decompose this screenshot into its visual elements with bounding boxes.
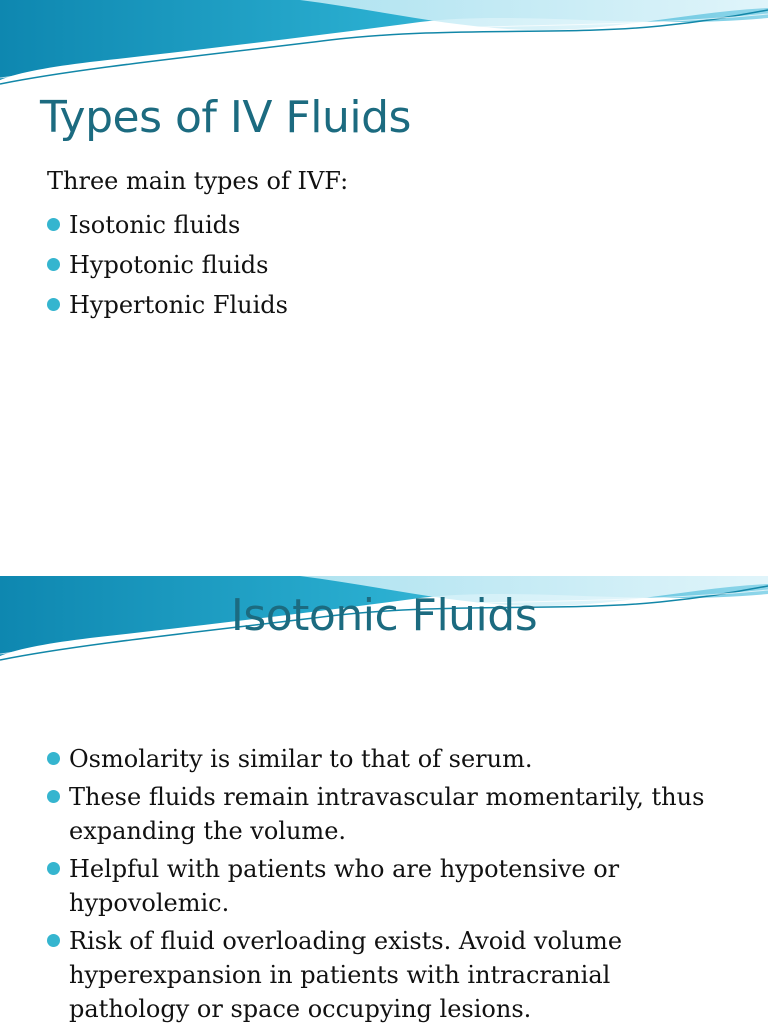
list-item <box>47 852 727 920</box>
bullet-dot-icon <box>47 790 60 803</box>
list-item <box>47 205 288 245</box>
bullet-dot-icon <box>47 862 60 875</box>
list-item-text: Isotonic fluids <box>69 211 241 239</box>
header-wave-decoration <box>0 0 768 100</box>
slide-2 <box>0 576 768 1024</box>
slide-2-title: Isotonic Fluids <box>230 590 538 641</box>
list-item-text: These fluids remain intravascular momentarily, thus expanding the volume. <box>69 783 705 845</box>
list-item <box>47 780 727 848</box>
bullet-dot-icon <box>47 298 60 311</box>
bullet-dot-icon <box>47 218 60 231</box>
bullet-dot-icon <box>47 258 60 271</box>
slide-2-bullet-list <box>47 742 727 1024</box>
list-item <box>47 285 288 325</box>
list-item-text: Osmolarity is similar to that of serum. <box>69 745 533 773</box>
slide-1-intro: Three main types of IVF: <box>47 167 349 195</box>
list-item-text: Risk of fluid overloading exists. Avoid volume hyperexpansion in patients with intracranial pathology or space occupying lesions. <box>69 927 623 1023</box>
bullet-dot-icon <box>47 752 60 765</box>
list-item-text: Hypertonic Fluids <box>69 291 288 319</box>
slide-1-bullet-list <box>47 205 288 325</box>
list-item <box>47 742 727 776</box>
list-item <box>47 924 727 1024</box>
list-item-text: Helpful with patients who are hypotensive or hypovolemic. <box>69 855 620 917</box>
list-item-text: Hypotonic fluids <box>69 251 269 279</box>
slide-1-title: Types of IV Fluids <box>40 92 411 143</box>
bullet-dot-icon <box>47 934 60 947</box>
list-item <box>47 245 288 285</box>
